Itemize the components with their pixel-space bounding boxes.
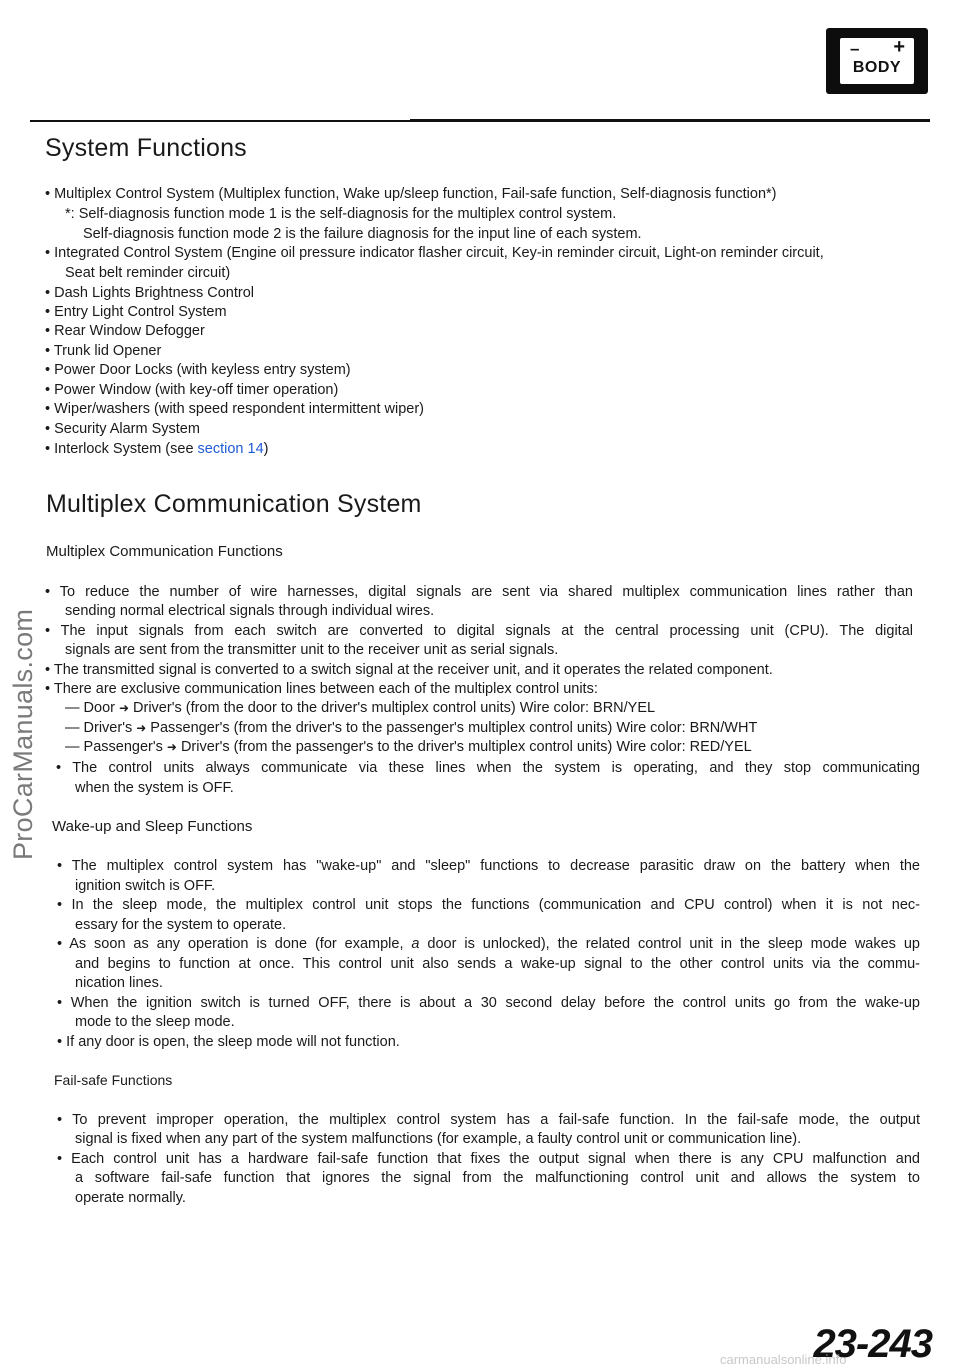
footer-watermark: carmanualsonline.info <box>720 1352 847 1367</box>
sf-line-12: • Wiper/washers (with speed respondent intermittent wiper) <box>45 401 425 417</box>
ws-line-5 <box>57 935 920 955</box>
fs-line-5: operate normally. <box>75 1190 186 1206</box>
arrow-right-icon: ➜ <box>136 721 147 735</box>
badge-minus: – <box>850 39 860 58</box>
mc-line-3: • The input signals from each switch are converted to digital signals at the central processing unit (CPU). The digital <box>45 623 913 639</box>
fs-line-4: a software fail-safe function that ignores the signal from the malfunctioning control unit and allows the system to <box>75 1170 920 1186</box>
mc-line-7-from: — Door <box>65 700 115 716</box>
sf-line-14-pre: • Interlock System (see <box>45 441 198 457</box>
sf-line-8: • Rear Window Defogger <box>45 323 205 339</box>
fs-line-1: • To prevent improper operation, the multiplex control system has a fail-safe function. In the fail-safe mode, the output <box>57 1112 920 1128</box>
ws-line-7: nication lines. <box>75 975 163 991</box>
sf-line-4: • Integrated Control System (Engine oil pressure indicator flasher circuit, Key-in reminder circuit, Light-on reminder circuit, <box>45 245 824 261</box>
ws-line-1: • The multiplex control system has "wake-up" and "sleep" functions to decrease parasitic draw on the battery when the <box>57 858 920 874</box>
mc-line-9-to: Driver's (from the passenger's to the driver's multiplex control units) Wire color: RED/YEL <box>180 739 752 755</box>
sf-line-14-post: ) <box>263 441 269 457</box>
wakeup-subtitle: Wake-up and Sleep Functions <box>52 818 253 835</box>
fs-line-2: signal is fixed when any part of the system malfunctions (for example, a faulty control unit or communication line). <box>75 1131 802 1147</box>
sf-line-7: • Entry Light Control System <box>45 304 227 320</box>
section-14-link[interactable]: section 14 <box>197 441 264 457</box>
mc-line-7-to: Driver's (from the door to the driver's multiplex control units) Wire color: BRN/YEL <box>133 700 656 716</box>
sf-line-6: • Dash Lights Brightness Control <box>45 285 254 301</box>
system-functions-title: System Functions <box>45 134 247 162</box>
procarmanuals-watermark: ProCarManuals.com <box>8 608 38 860</box>
mc-line-1: • To reduce the number of wire harnesses, digital signals are sent via shared multiplex communication lines rather than <box>45 584 913 600</box>
ws-line-10: • If any door is open, the sleep mode will not function. <box>57 1034 400 1050</box>
sf-line-2: *: Self-diagnosis function mode 1 is the self-diagnosis for the multiplex control system. <box>65 206 617 222</box>
arrow-right-icon: ➜ <box>118 701 130 715</box>
mc-line-2: sending normal electrical signals through individual wires. <box>65 603 435 619</box>
mc-line-8-from: — Driver's <box>65 720 133 736</box>
header-rule-left <box>30 120 410 122</box>
sf-line-10: • Power Door Locks (with keyless entry system) <box>45 362 351 378</box>
ws-line-3: • In the sleep mode, the multiplex control unit stops the functions (communication and CPU control) when it is not nec- <box>57 897 920 913</box>
sf-line-11: • Power Window (with key-off timer operation) <box>45 382 339 398</box>
badge-plus: + <box>893 36 905 58</box>
sf-line-13: • Security Alarm System <box>45 421 200 437</box>
body-section-badge <box>826 28 928 94</box>
mc-line-9 <box>65 738 752 758</box>
mc-line-8-to: Passenger's (from the driver's to the passenger's multiplex control units) Wire color: BRN/WHT <box>150 720 758 736</box>
mc-line-11: when the system is OFF. <box>75 780 234 796</box>
mc-line-7 <box>65 699 655 719</box>
badge-label: BODY <box>852 59 902 76</box>
multiplex-subtitle: Multiplex Communication Functions <box>46 543 283 560</box>
failsafe-subtitle: Fail-safe Functions <box>54 1072 173 1088</box>
mc-line-10: • The control units always communicate via these lines when the system is operating, and they stop communicating <box>56 760 920 776</box>
sf-line-3: Self-diagnosis function mode 2 is the failure diagnosis for the input line of each system. <box>83 226 642 242</box>
sf-line-5: Seat belt reminder circuit) <box>65 265 231 281</box>
mc-line-5: • The transmitted signal is converted to a switch signal at the receiver unit, and it operates the related component. <box>45 662 773 678</box>
ws-line-9: mode to the sleep mode. <box>75 1014 235 1030</box>
ws-line-5-post: door is unlocked), the related control unit in the sleep mode wakes up <box>419 936 920 952</box>
sf-line-9: • Trunk lid Opener <box>45 343 162 359</box>
fs-line-3: • Each control unit has a hardware fail-safe function that fixes the output signal when there is any CPU malfunction and <box>57 1151 920 1167</box>
mc-line-6: • There are exclusive communication lines between each of the multiplex control units: <box>45 681 598 697</box>
ws-line-6: and begins to function at once. This control unit also sends a wake-up signal to the other control units via the commu- <box>75 956 920 972</box>
arrow-right-icon: ➜ <box>166 740 177 754</box>
mc-line-4: signals are sent from the transmitter unit to the receiver unit as serial signals. <box>65 642 559 658</box>
header-rule-right <box>410 119 930 122</box>
ws-line-2: ignition switch is OFF. <box>75 878 216 894</box>
multiplex-title: Multiplex Communication System <box>46 490 422 518</box>
page-number: 23-243 <box>813 1322 932 1366</box>
mc-line-8 <box>65 719 757 739</box>
ws-line-5-pre: • As soon as any operation is done (for example, <box>57 936 412 952</box>
sf-line-14 <box>45 440 269 460</box>
ws-line-5-em: a <box>411 936 420 952</box>
ws-line-4: essary for the system to operate. <box>75 917 287 933</box>
battery-icon <box>840 38 914 84</box>
ws-line-8: • When the ignition switch is turned OFF, there is about a 30 second delay before the control units go from the wake-up <box>57 995 920 1011</box>
sf-line-1: • Multiplex Control System (Multiplex function, Wake up/sleep function, Fail-safe function, Self-diagnosis function*) <box>45 186 777 202</box>
mc-line-9-from: — Passenger's <box>65 739 163 755</box>
